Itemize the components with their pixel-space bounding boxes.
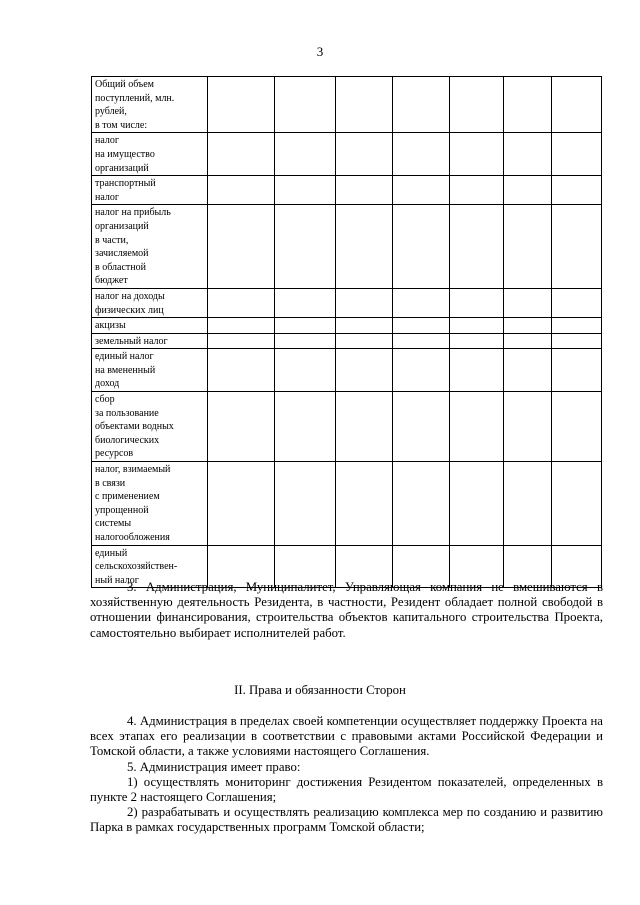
table-cell — [450, 349, 504, 392]
table-cell — [275, 333, 336, 349]
table-cell — [393, 77, 450, 133]
table-cell — [552, 133, 602, 176]
row-label: налог на прибыль организаций в части, зачисляемой в областной бюджет — [92, 205, 208, 289]
table-cell — [275, 318, 336, 334]
table-cell — [336, 462, 393, 546]
table-cell — [504, 318, 552, 334]
table-row — [92, 318, 602, 334]
row-label: единый налог на вмененный доход — [92, 349, 208, 392]
table-cell — [450, 333, 504, 349]
table-cell — [450, 176, 504, 205]
table-cell — [552, 318, 602, 334]
table-cell — [208, 133, 275, 176]
table-cell — [208, 176, 275, 205]
row-label: Общий объем поступлений, млн. рублей, в том числе: — [92, 77, 208, 133]
table-cell — [450, 288, 504, 317]
table-cell — [275, 349, 336, 392]
paragraph-3-block — [90, 580, 603, 641]
table-cell — [336, 333, 393, 349]
table-cell — [393, 333, 450, 349]
table-row — [92, 462, 602, 546]
table-row — [92, 133, 602, 176]
table-cell — [552, 288, 602, 317]
table-cell — [275, 77, 336, 133]
table-row — [92, 288, 602, 317]
row-label: земельный налог — [92, 333, 208, 349]
paragraph-3: 3. Администрация, Муниципалитет, Управляющая компания не вмешиваются в хозяйственную деятельность Резидента, в частности, Резидент обладает полной свободой в отношении финансирования, строительства объектов капитального строительства Проекта, самостоятельно выбирает исполнителей работ. — [90, 580, 603, 640]
table-row — [92, 205, 602, 289]
table-cell — [552, 333, 602, 349]
table-cell — [336, 205, 393, 289]
table-cell — [275, 288, 336, 317]
table-cell — [393, 205, 450, 289]
row-label: налог на доходы физических лиц — [92, 288, 208, 317]
table-cell — [208, 77, 275, 133]
table-cell — [208, 318, 275, 334]
table-cell — [208, 205, 275, 289]
table-cell — [552, 392, 602, 462]
table-cell — [504, 392, 552, 462]
table-row — [92, 333, 602, 349]
paragraph-5: 5. Администрация имеет право: — [127, 759, 301, 774]
table-cell — [450, 205, 504, 289]
table-cell — [504, 349, 552, 392]
table-cell — [450, 318, 504, 334]
table-cell — [275, 133, 336, 176]
table-cell — [336, 133, 393, 176]
row-label: налог на имущество организаций — [92, 133, 208, 176]
page-number: 3 — [316, 44, 324, 59]
table-cell — [504, 77, 552, 133]
table-cell — [504, 333, 552, 349]
table-cell — [393, 462, 450, 546]
rights-block — [90, 714, 603, 836]
row-label: сбор за пользование объектами водных биологических ресурсов — [92, 392, 208, 462]
table-cell — [208, 349, 275, 392]
table-row — [92, 349, 602, 392]
table-cell — [275, 392, 336, 462]
table-cell — [336, 318, 393, 334]
table-cell — [208, 288, 275, 317]
table-cell — [208, 392, 275, 462]
table-cell — [336, 349, 393, 392]
table-row — [92, 77, 602, 133]
table-cell — [504, 462, 552, 546]
table-cell — [552, 462, 602, 546]
table-cell — [450, 133, 504, 176]
table-cell — [552, 176, 602, 205]
table-cell — [336, 288, 393, 317]
table-cell — [504, 133, 552, 176]
table-cell — [504, 205, 552, 289]
table-cell — [393, 392, 450, 462]
table-cell — [275, 462, 336, 546]
row-label: единый сельскохозяйствен- ный налог — [92, 545, 208, 588]
table-cell — [393, 349, 450, 392]
revenue-table — [91, 76, 602, 588]
table-cell — [275, 205, 336, 289]
paragraph-4: 4. Администрация в пределах своей компетенции осуществляет поддержку Проекта на всех этапах его реализации в соответствии с правовыми актами Российской Федерации и Томской области, а также условиями настоящего Соглашения. — [90, 714, 603, 759]
list-item-1: 1) осуществлять мониторинг достижения Резидентом показателей, определенных в пункте 2 настоящего Соглашения; — [90, 774, 603, 805]
table-cell — [450, 77, 504, 133]
table-cell — [275, 176, 336, 205]
table-cell — [393, 176, 450, 205]
table-row — [92, 392, 602, 462]
table-cell — [552, 349, 602, 392]
row-label: транспортный налог — [92, 176, 208, 205]
list-item-2: 2) разрабатывать и осуществлять реализацию комплекса мер по созданию и развитию Парка в рамках государственных программ Томской области; — [90, 805, 603, 835]
table-cell — [552, 77, 602, 133]
table-cell — [393, 133, 450, 176]
table-cell — [504, 176, 552, 205]
table-cell — [393, 318, 450, 334]
table-cell — [450, 462, 504, 546]
row-label: акцизы — [92, 318, 208, 334]
table-row — [92, 176, 602, 205]
section-title: II. Права и обязанности Сторон — [234, 683, 406, 697]
table-cell — [552, 205, 602, 289]
table-cell — [208, 333, 275, 349]
table-cell — [336, 176, 393, 205]
table-cell — [504, 288, 552, 317]
row-label: налог, взимаемый в связи с применением упрощенной системы налогообложения — [92, 462, 208, 546]
table-cell — [393, 288, 450, 317]
table-cell — [336, 77, 393, 133]
table-cell — [208, 462, 275, 546]
table-cell — [450, 392, 504, 462]
table-cell — [336, 392, 393, 462]
